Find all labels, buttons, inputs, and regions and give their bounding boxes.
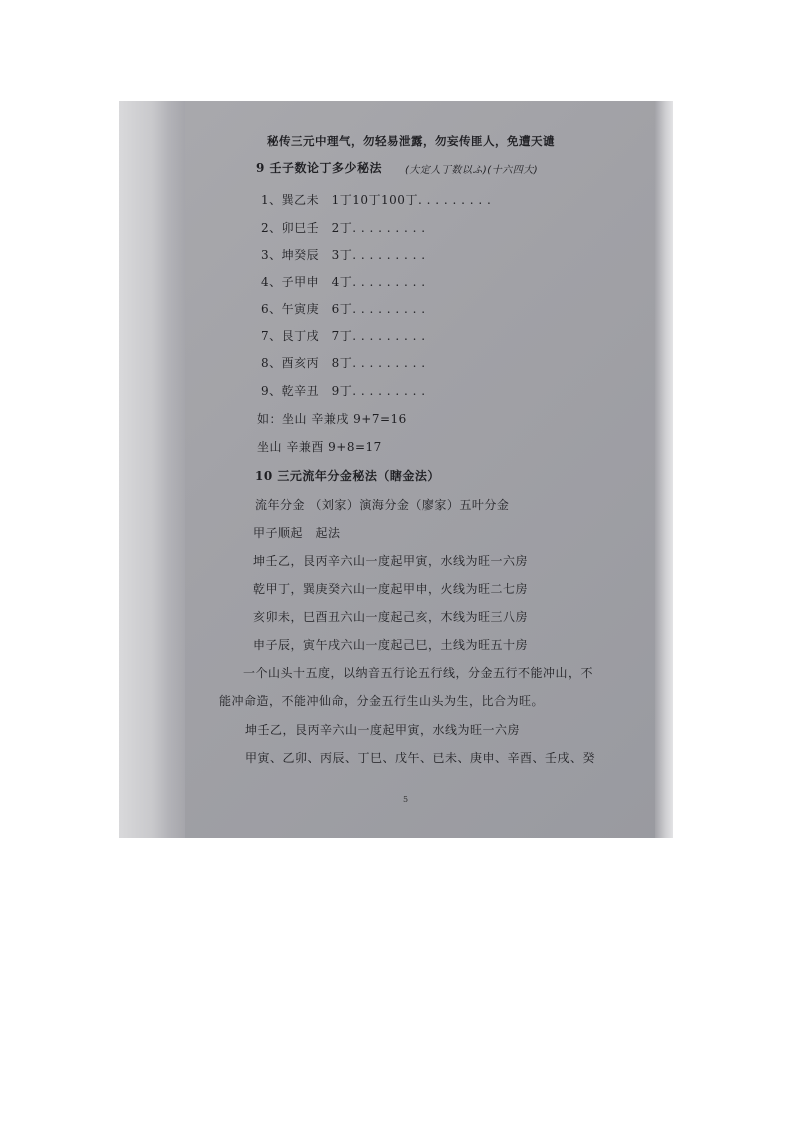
scanned-page-photo xyxy=(119,101,673,838)
page-edge xyxy=(655,101,673,838)
text-line: 甲子顺起 起法 xyxy=(253,526,341,540)
text-line: 乾甲丁，巽庚癸六山一度起甲申，火线为旺二七房 xyxy=(253,582,529,596)
list-item: 4、子甲申 4丁. . . . . . . . . xyxy=(261,275,426,289)
list-item: 2、卯巳壬 2丁. . . . . . . . . xyxy=(261,221,426,235)
text-line: 一个山头十五度，以纳音五行论五行线，分金五行不能冲山，不 xyxy=(243,666,594,680)
list-item: 8、酉亥丙 8丁. . . . . . . . . xyxy=(261,356,426,370)
text-line: 亥卯未，巳酉丑六山一度起己亥，木线为旺三八房 xyxy=(253,610,529,624)
text-line: 流年分金 （刘家）演海分金（廖家）五叶分金 xyxy=(255,498,510,512)
page-number: 5 xyxy=(403,795,409,804)
text-line: 坤壬乙，艮丙辛六山一度起甲寅，水线为旺一六房 xyxy=(253,554,529,568)
section-10-title: 10 三元流年分金秘法（瞎金法） xyxy=(255,469,440,483)
list-item: 9、乾辛丑 9丁. . . . . . . . . xyxy=(261,384,426,398)
page-header: 秘传三元中理气，勿轻易泄露，勿妄传匪人，免遭天谴 xyxy=(267,134,555,148)
text-line: 能冲命造，不能冲仙命，分金五行生山头为生，比合为旺。 xyxy=(219,694,545,708)
text-line: 申子辰，寅午戌六山一度起己巳，土线为旺五十房 xyxy=(253,638,529,652)
section-9-title: 9 壬子数论丁多少秘法 xyxy=(256,161,383,175)
text-line: 坤壬乙，艮丙辛六山一度起甲寅，水线为旺一六房 xyxy=(245,723,521,737)
list-item: 1、巽乙未 1丁10丁100丁. . . . . . . . . xyxy=(261,193,492,207)
text-line: 甲寅、乙卯、丙辰、丁巳、戊午、已未、庚申、辛酉、壬戌、癸 xyxy=(245,751,596,765)
example-line: 坐山 辛兼酉 9+8=17 xyxy=(257,440,382,454)
list-item: 6、午寅庚 6丁. . . . . . . . . xyxy=(261,302,426,316)
list-item: 7、艮丁戌 7丁. . . . . . . . . xyxy=(261,329,426,343)
example-line: 如：坐山 辛兼戌 9+7=16 xyxy=(257,412,407,426)
list-item: 3、坤癸辰 3丁. . . . . . . . . xyxy=(261,248,426,262)
book-spine-shadow xyxy=(119,101,185,838)
handwritten-note: (大定人丁数以ふ)(十六四大) xyxy=(405,165,539,176)
